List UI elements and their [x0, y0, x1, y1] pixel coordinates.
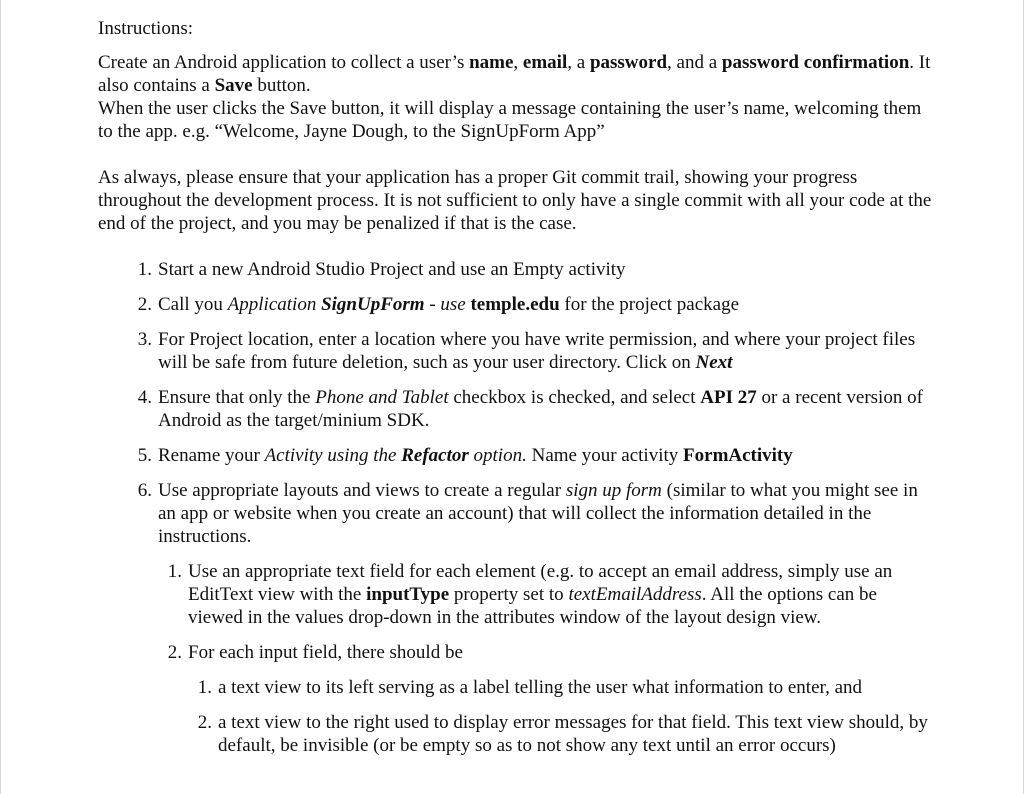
input-field-requirements-list: [188, 676, 933, 757]
step-item-4: 4. Ensure that only the Phone and Tablet checkbox is checked, and select API 27 or a recent version of Android as the target/minium SDK.: [137, 387, 923, 431]
requirement-item-2: 2. a text view to the right used to display error messages for that field. This text view should, by default, be invisible (or be empty so as to not show any text until an error occurs): [197, 712, 928, 756]
substep-item-2: 2. For each input field, there should be 1. a text view to its left serving as a label telling the user what information to enter, and 2. a text view to the right used to display error messages for that field. This text view should, by default, be invisible (or be empty so as to not show any text until an error occurs): [158, 641, 933, 757]
intro-paragraph-fields: Create an Android application to collect a user’s name, email, a password, and a password confirmation. It also contains a Save button.: [98, 52, 931, 96]
substeps-list: [158, 560, 933, 757]
step-item-6: 6. Use appropriate layouts and views to create a regular sign up form (similar to what you might see in an app or website when you create an account) that will collect the information detailed in the instructions. 1. Use an appropriate text field for each element (e.g. to accept an email address, simply use an EditText view with the inputType property set to textEmailAddress. All the options can be viewed in the values drop-down in the attributes window of the layout design view. 2. For each input field, there should be 1. a text view to its left serving as a label telling the user what information to enter, and 2. a text view to the right used to display error messages for that field. This text view should, by default, be invisible (or be empty so as to not show any text until an error occurs): [98, 479, 933, 757]
intro-paragraph-welcome: When the user clicks the Save button, it will display a message containing the user’s name, welcoming them to the app. e.g. “Welcome, Jayne Dough, to the SignUpForm App”: [98, 98, 922, 142]
requirement-item-1: 1. a text view to its left serving as a label telling the user what information to enter, and: [197, 677, 862, 698]
substep-item-1: 1. Use an appropriate text field for each element (e.g. to accept an email address, simply use an EditText view with the inputType property set to textEmailAddress. All the options can be viewed in the values drop-down in the attributes window of the layout design view.: [167, 561, 893, 628]
steps-list: [98, 258, 933, 757]
intro-paragraph-git: As always, please ensure that your application has a proper Git commit trail, showing your progress throughout the development process. It is not sufficient to only have a single commit with all your code at the end of the project, and you may be penalized if that is the case.: [98, 167, 932, 234]
document-body: [98, 17, 933, 769]
step-item-1: 1. Start a new Android Studio Project and use an Empty activity: [137, 259, 626, 280]
instructions-heading: Instructions:: [98, 18, 193, 39]
step-item-2: 2. Call you Application SignUpForm - use temple.edu for the project package: [137, 294, 740, 315]
step-item-3: 3. For Project location, enter a location where you have write permission, and where your project files will be safe from future deletion, such as your user directory. Click on Next: [137, 329, 916, 373]
step-item-5: 5. Rename your Activity using the Refactor option. Name your activity FormActivity: [137, 445, 793, 466]
